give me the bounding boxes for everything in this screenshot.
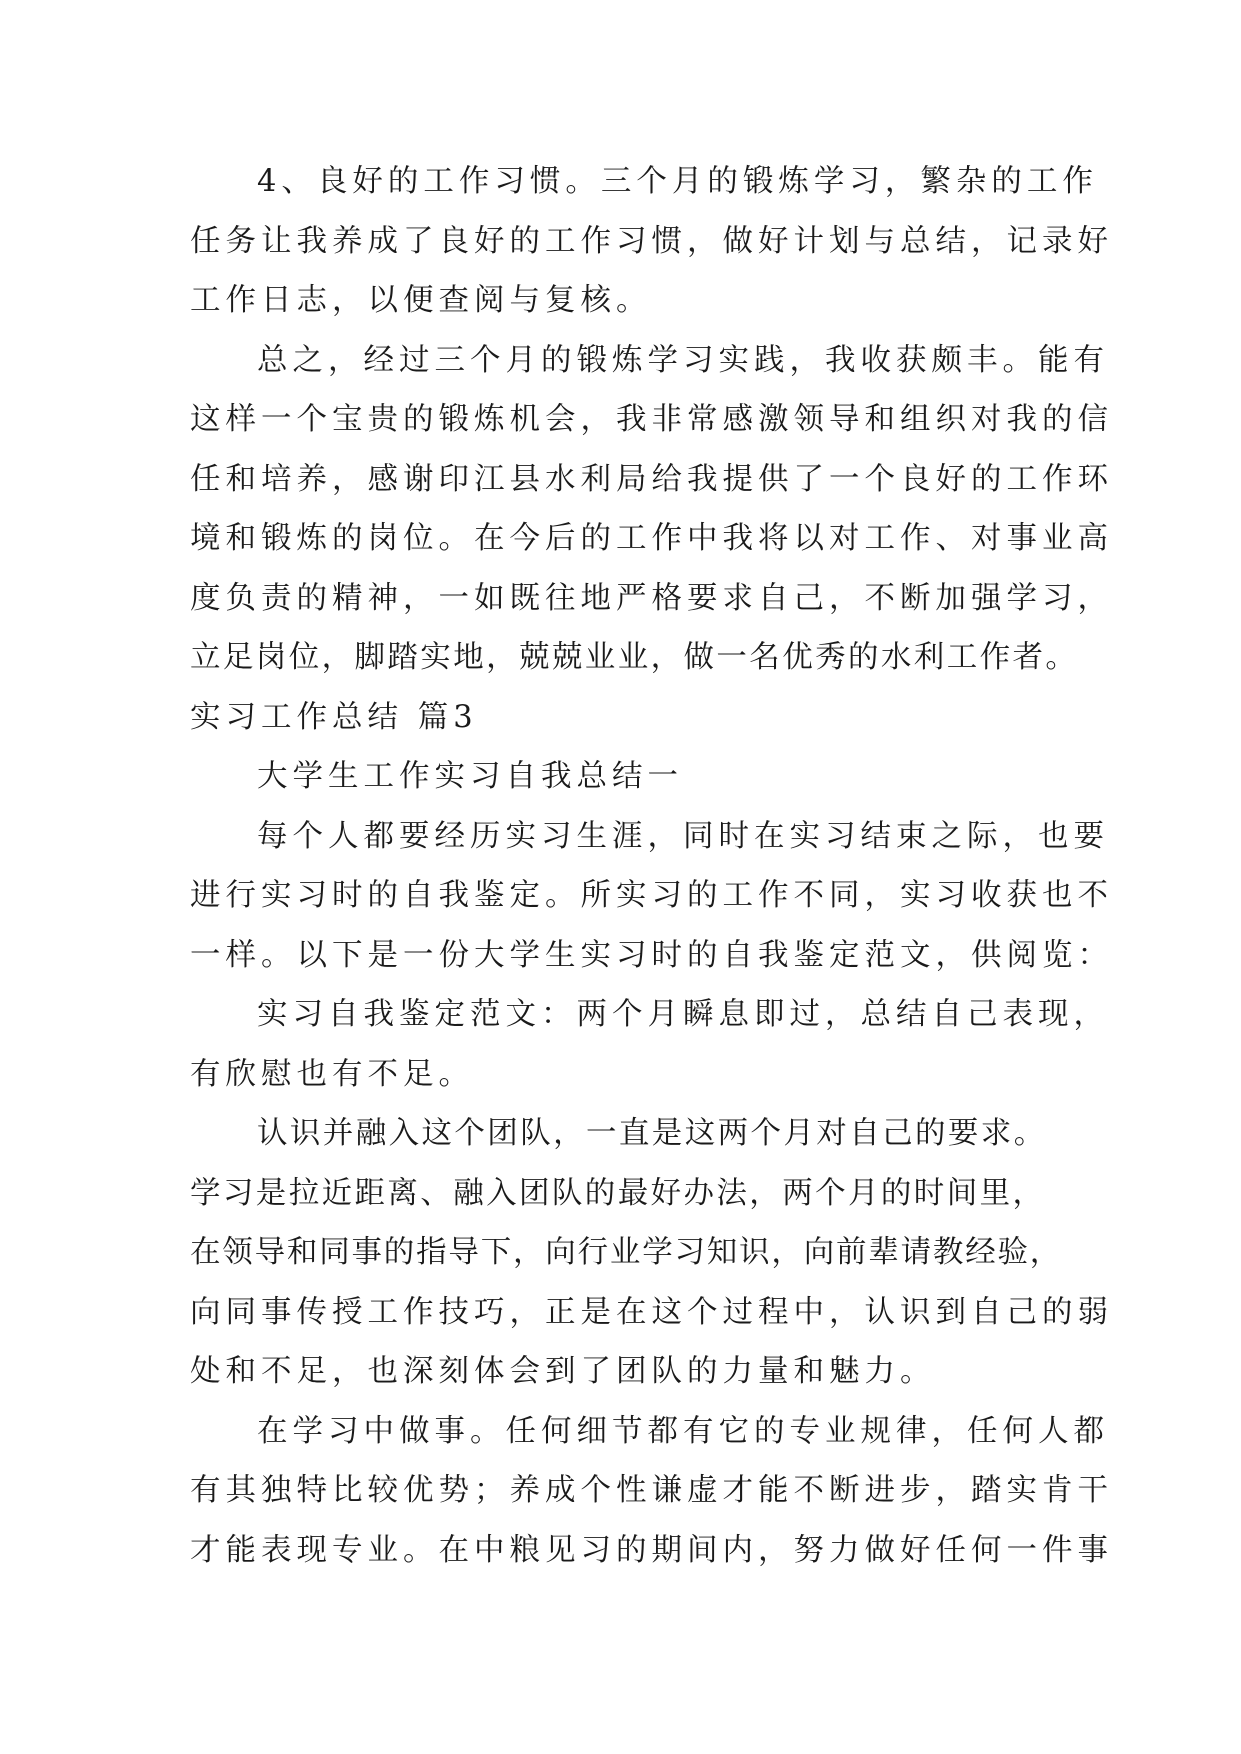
paragraph-line: 一样。以下是一份大学生实习时的自我鉴定范文，供阅览： [190,937,1113,973]
paragraph-line: 境和锻炼的岗位。在今后的工作中我将以对工作、对事业高 [190,521,1113,556]
paragraph-line: 进行实习时的自我鉴定。所实习的工作不同，实习收获也不 [190,878,1113,913]
subheading: 大学生工作实习自我总结一 [257,759,683,794]
paragraph-line: 有欣慰也有不足。 [190,1056,474,1092]
section-heading: 实习工作总结 篇3 [190,699,478,735]
document-body [190,152,1113,1580]
paragraph-line: 任和培养，感谢印江县水利局给我提供了一个良好的工作环 [190,461,1113,497]
paragraph-line: 在学习中做事。任何细节都有它的专业规律，任何人都 [257,1413,1109,1449]
paragraph-line: 总之，经过三个月的锻炼学习实践，我收获颇丰。能有 [257,342,1109,378]
paragraph-line: 工作日志，以便查阅与复核。 [190,283,652,318]
paragraph-line: 度负责的精神，一如既往地严格要求自己，不断加强学习， [190,580,1113,616]
paragraph-line: 4、良好的工作习惯。三个月的锻炼学习，繁杂的工作 [257,164,1098,199]
paragraph-line: 有其独特比较优势；养成个性谦虚才能不断进步，踏实肯干 [190,1473,1113,1508]
paragraph-line: 这样一个宝贵的锻炼机会，我非常感激领导和组织对我的信 [190,402,1113,437]
paragraph-line: 每个人都要经历实习生涯，同时在实习结束之际，也要 [257,818,1109,854]
paragraph-line: 学习是拉近距离、融入团队的最好办法，两个月的时间里， [190,1175,1046,1211]
paragraph-line: 才能表现专业。在中粮见习的期间内，努力做好任何一件事 [190,1532,1113,1568]
paragraph-line: 向同事传授工作技巧，正是在这个过程中，认识到自己的弱 [190,1294,1113,1330]
paragraph-line: 认识并融入这个团队，一直是这两个月对自己的要求。 [257,1116,1047,1151]
paragraph-line: 立足岗位，脚踏实地，兢兢业业，做一名优秀的水利工作者。 [190,640,1079,675]
paragraph-line: 实习自我鉴定范文：两个月瞬息即过，总结自己表现， [257,997,1109,1032]
paragraph-line: 处和不足，也深刻体会到了团队的力量和魅力。 [190,1354,936,1389]
paragraph-line: 在领导和同事的指导下，向行业学习知识，向前辈请教经验， [190,1235,1063,1270]
paragraph-line: 任务让我养成了良好的工作习惯，做好计划与总结，记录好 [190,223,1113,259]
